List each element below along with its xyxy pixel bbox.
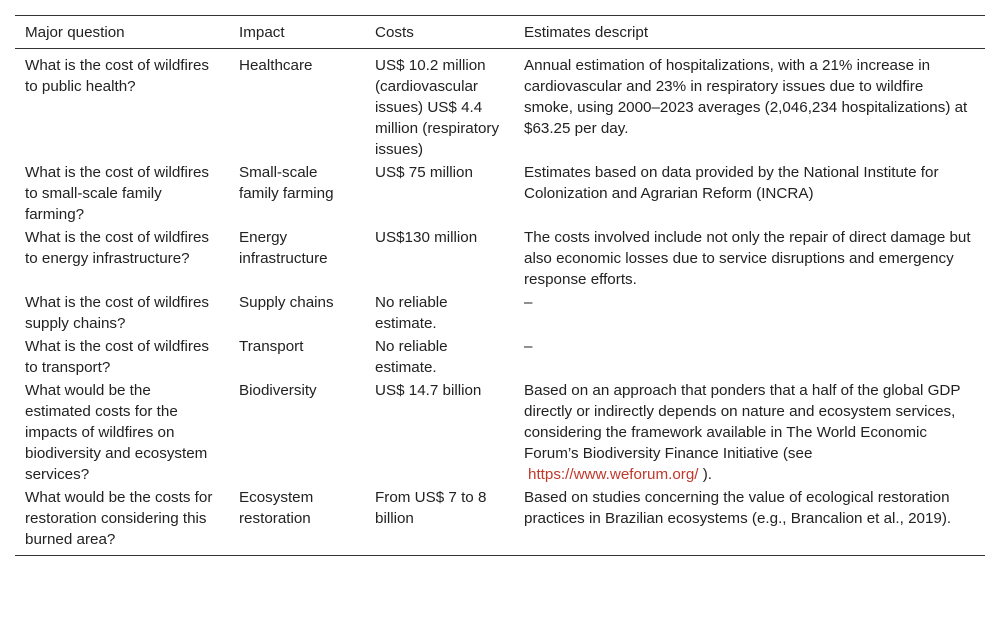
cell-impact: Ecosystem restoration bbox=[239, 489, 314, 527]
weforum-link[interactable]: https://www.weforum.org/ bbox=[528, 466, 699, 483]
cell-question: What is the cost of wildfires to energy infrastructure? bbox=[25, 229, 210, 267]
estimate-text: Based on an approach that ponders that a half of the global GDP directly or indirectly depends on nature and ecosystem services, considering the framework available in The World Economic Forum’s Biodiversity Finance Initiative (see bbox=[524, 382, 961, 462]
cell-question: What is the cost of wildfires to small-scale family farming? bbox=[25, 164, 210, 223]
cell-costs: US$ 10.2 million (cardiovascular issues) US$ 4.4 million (respiratory issues) bbox=[375, 57, 500, 158]
cell-question: What is the cost of wildfires to public health? bbox=[25, 57, 210, 95]
cell-impact: Small-scale family farming bbox=[239, 164, 334, 202]
cell-costs: US$130 million bbox=[375, 229, 478, 246]
table-body bbox=[15, 49, 985, 556]
table-header bbox=[15, 16, 985, 49]
cost-table-container bbox=[15, 15, 985, 556]
cell-estimate: – bbox=[524, 338, 533, 355]
cell-costs: US$ 14.7 billion bbox=[375, 382, 482, 399]
cell-impact: Supply chains bbox=[239, 294, 334, 311]
cell-estimate: – bbox=[524, 294, 533, 311]
cell-question: What is the cost of wildfires supply chains? bbox=[25, 294, 210, 332]
cell-impact: Healthcare bbox=[239, 57, 313, 74]
header-costs: Costs bbox=[375, 24, 414, 41]
cell-estimate: Annual estimation of hospitalizations, with a 21% increase in cardiovascular and 23% in respiratory issues due to wildfire smoke, using 2000–2023 averages (2,046,234 hospitalizations) at $63.25 per day. bbox=[524, 57, 968, 137]
cell-costs: No reliable estimate. bbox=[375, 338, 448, 376]
table-row-restoration bbox=[15, 486, 985, 556]
cell-question: What would be the costs for restoration considering this burned area? bbox=[25, 489, 213, 548]
header-row bbox=[15, 16, 985, 49]
estimate-tail: ). bbox=[702, 466, 713, 483]
table-row-family-farming bbox=[15, 161, 985, 226]
header-major-question: Major question bbox=[25, 24, 125, 41]
cell-question: What is the cost of wildfires to transport? bbox=[25, 338, 210, 376]
header-estimates-description: Estimates descript bbox=[524, 24, 649, 41]
cell-impact: Biodiversity bbox=[239, 382, 317, 399]
table-row-healthcare bbox=[15, 49, 985, 162]
cell-impact: Transport bbox=[239, 338, 304, 355]
cell-estimate: The costs involved include not only the repair of direct damage but also economic losses due to service disruptions and emergency response efforts. bbox=[524, 229, 971, 288]
cell-question: What would be the estimated costs for the impacts of wildfires on biodiversity and ecosystem services? bbox=[25, 382, 208, 483]
table-row-energy bbox=[15, 226, 985, 291]
cell-estimate: Based on studies concerning the value of ecological restoration practices in Brazilian ecosystems (e.g., Brancalion et al., 2019). bbox=[524, 489, 952, 527]
cell-costs: US$ 75 million bbox=[375, 164, 473, 181]
wildfire-costs-table bbox=[15, 15, 985, 556]
cell-impact: Energy infrastructure bbox=[239, 229, 328, 267]
table-row-transport bbox=[15, 335, 985, 379]
table-row-supply-chains bbox=[15, 291, 985, 335]
table-row-biodiversity bbox=[15, 379, 985, 486]
cell-costs: No reliable estimate. bbox=[375, 294, 448, 332]
header-impact: Impact bbox=[239, 24, 285, 41]
cell-estimate bbox=[514, 379, 985, 486]
cell-estimate: Estimates based on data provided by the National Institute for Colonization and Agrarian Reform (INCRA) bbox=[524, 164, 939, 202]
cell-costs: From US$ 7 to 8 billion bbox=[375, 489, 487, 527]
